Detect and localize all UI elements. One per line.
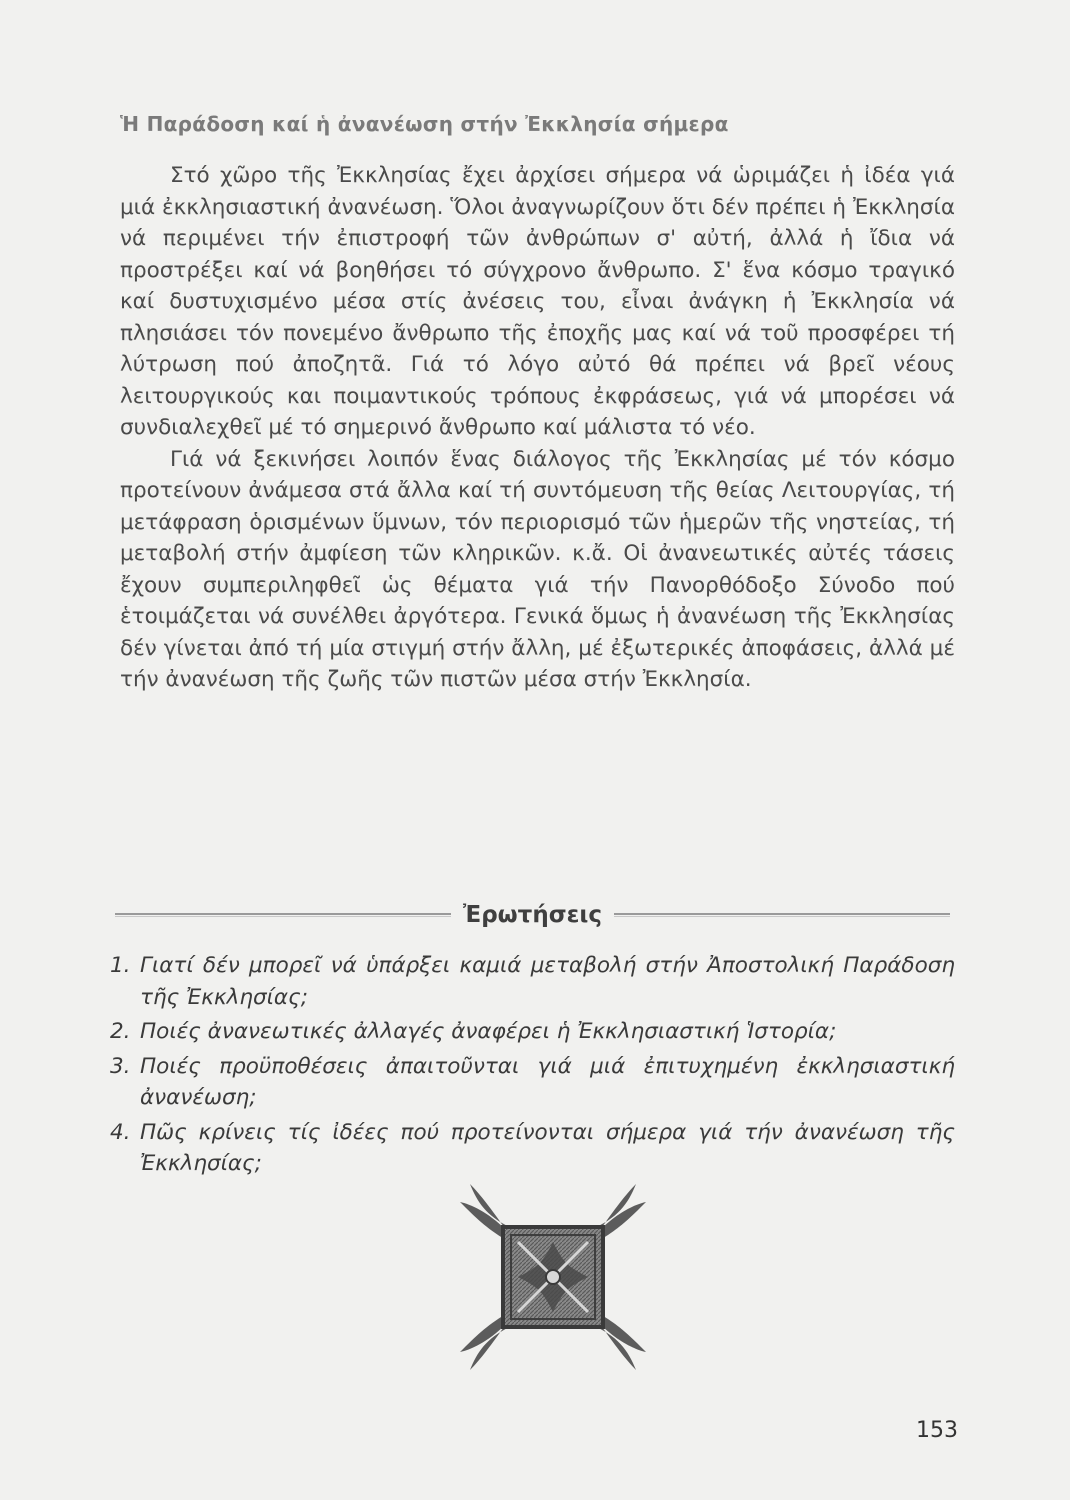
question-text: Ποιές ἀνανεωτικές ἀλλαγές ἀναφέρει ἡ Ἐκκλησιαστική Ἱστορία; (140, 1019, 837, 1044)
divider-left (115, 913, 451, 917)
question-text: Γιατί δέν μπορεῖ νά ὑπάρξει καμιά μεταβολή στήν Ἀποστολική Παράδοση τῆς Ἐκκλησίας; (140, 953, 955, 1010)
question-number: 2. (110, 1019, 131, 1044)
question-item (110, 1016, 955, 1048)
question-number: 1. (110, 953, 131, 978)
divider-right (614, 913, 950, 917)
question-text: Ποιές προϋποθέσεις ἀπαιτοῦνται γιά μιά ἐπιτυχημένη ἐκκλησιαστική ἀνανέωση; (140, 1053, 955, 1110)
page-number: 153 (916, 1418, 958, 1443)
body-text (120, 160, 955, 696)
question-item (110, 950, 955, 1013)
questions-title: Ἐρωτήσεις (462, 902, 603, 928)
questions-list (110, 950, 955, 1183)
question-number: 4. (110, 1119, 131, 1145)
question-text: Πῶς κρίνεις τίς ἰδέες πού προτείνονται σήμερα γιά τήν ἀνανέωση τῆς Ἐκκλησίας; (140, 1119, 955, 1176)
paragraph: Στό χῶρο τῆς Ἐκκλησίας ἔχει ἀρχίσει σήμερα νά ὡριμάζει ἡ ἰδέα γιά μιά ἐκκλησιαστική ἀνανέωση. Ὅλοι ἀναγνωρίζουν ὅτι δέν πρέπει ἡ Ἐκκλησία νά περιμένει τήν ἐπιστροφή τῶν ἀνθρώπων σ' αὐτή, ἀλλά ἡ ἴδια νά προστρέξει καί νά βοηθήσει τό σύγχρονο ἄνθρωπο. Σ' ἕνα κόσμο τραγικό καί δυστυχισμένο μέσα στίς ἀνέσεις του, εἶναι ἀνάγκη ἡ Ἐκκλησία νά πλησιάσει τόν πονεμένο ἄνθρωπο τῆς ἐποχῆς μας καί νά τοῦ προσφέρει τή λύτρωση πού ἀποζητᾶ. Γιά τό λόγο αὐτό θά πρέπει νά βρεῖ νέους λειτουργικούς και ποιμαντικούς τρόπους ἐκφράσεως, γιά νά μπορέσει νά συνδιαλεχθεῖ μέ τό σημερινό ἄνθρωπο καί μάλιστα τό νέο. (120, 163, 955, 440)
question-number: 3. (110, 1053, 131, 1079)
byzantine-ornament-icon (458, 1182, 648, 1372)
section-heading: Ἡ Παράδοση καί ἡ ἀνανέωση στήν Ἐκκλησία σήμερα (120, 112, 729, 136)
question-item (110, 1117, 955, 1180)
questions-header (115, 897, 950, 933)
paragraph: Γιά νά ξεκινήσει λοιπόν ἕνας διάλογος τῆς Ἐκκλησίας μέ τόν κόσμο προτείνουν ἀνάμεσα στά ἄλλα καί τή συντόμευση τῆς θείας Λειτουργίας, τή μετάφραση ὁρισμένων ὕμνων, τόν περιορισμό τῶν ἡμερῶν τῆς νηστείας, τή μεταβολή στήν ἀμφίεση τῶν κληρικῶν. κ.ἄ. Οἱ ἀνανεωτικές αὐτές τάσεις ἔχουν συμπεριληφθεῖ ὡς θέματα γιά τήν Πανορθόδοξο Σύνοδο πού ἑτοιμάζεται νά συνέλθει ἀργότερα. Γενικά ὅμως ἡ ἀνανέωση τῆς Ἐκκλησίας δέν γίνεται ἀπό τή μία στιγμή στήν ἄλλη, μέ ἐξωτερικές ἀποφάσεις, ἀλλά μέ τήν ἀνανέωση τῆς ζωῆς τῶν πιστῶν μέσα στήν Ἐκκλησία. (120, 446, 955, 692)
question-item (110, 1051, 955, 1114)
